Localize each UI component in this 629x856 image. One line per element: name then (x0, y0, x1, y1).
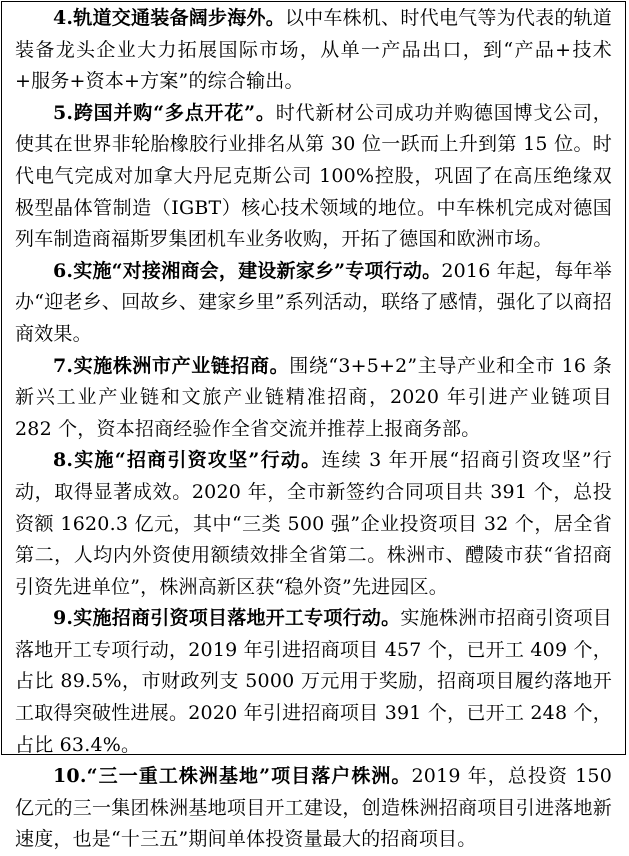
paragraph-body: 时代新材公司成功并购德国博戈公司，使其在世界非轮胎橡胶行业排名从第 30 位一跃而上升到第 15 位。时代电气完成对加拿大丹尼克斯公司 100%控股，巩固了在高压绝缘双极型晶体管制造（IGBT）核心技术领域的地位。中车株机完成对德国列车制造商福斯罗集团机车业务收购，开拓了德国和欧洲市场。 (15, 101, 613, 251)
paragraph-heading: 8.实施“招商引资攻坚”行动。 (53, 449, 322, 472)
paragraph-heading: 10.“三一重工株洲基地”项目落户株洲。 (53, 765, 412, 788)
paragraph-body: 围绕“3+5+2”主导产业和全市 16 条新兴工业产业链和文旅产业链精准招商，2020 年引进产业链项目 282 个，资本招商经验作全省交流并推荐上报商务部。 (15, 354, 612, 440)
paragraph-9 (15, 603, 612, 761)
paragraph-body: 连续 3 年开展“招商引资攻坚”行动，取得显著成效。2020 年，全市新签约合同项目共 391 个，总投资额 1620.3 亿元，其中“三类 500 强”企业投资项目 32 个，居全省第二，人均内外资使用额绩效排全省第二。株洲市、醴陵市获“省招商引资先进单位”，株洲高新区获“稳外资”先进园区。 (15, 449, 612, 598)
paragraph-heading: 9.实施招商引资项目落地开工专项行动。 (53, 607, 401, 630)
paragraph-4 (15, 3, 612, 98)
paragraph-heading: 6.实施“对接湘商会，建设新家乡”专项行动。 (53, 259, 442, 282)
paragraph-body: 2016 年起，每年举办“迎老乡、回故乡、建家乡里”系列活动，联络了感情，强化了以商招商效果。 (15, 259, 613, 345)
paragraph-heading: 7.实施株洲市产业链招商。 (53, 354, 290, 377)
paragraph-5 (15, 98, 612, 256)
paragraph-heading: 4.轨道交通装备阔步海外。 (53, 7, 285, 29)
paragraph-6 (15, 256, 612, 351)
paragraph-heading: 5.跨国并购“多点开花”。 (53, 101, 276, 124)
paragraph-body: 实施株洲市招商引资项目落地开工专项行动，2019 年引进招商项目 457 个，已开工 409 个，占比 89.5%，市财政列支 5000 万元用于奖励，招商项目履约落地开工取得突破性进展。2020 年引进招商项目 391 个，已开工 248 个，占比 63.4%。 (15, 607, 613, 756)
paragraph-body: 以中车株机、时代电气等为代表的轨道装备龙头企业大力拓展国际市场，从单一产品出口，到“产品+技术+服务+资本+方案”的综合输出。 (15, 7, 612, 93)
paragraph-10 (15, 761, 612, 856)
paragraph-7 (15, 351, 612, 446)
paragraph-body: 2019 年，总投资 150 亿元的三一集团株洲基地项目开工建设，创造株洲招商项目引进落地新速度，也是“十三五”期间单体投资量最大的招商项目。 (15, 765, 612, 851)
paragraph-8 (15, 445, 612, 603)
document-frame (1, 1, 626, 851)
